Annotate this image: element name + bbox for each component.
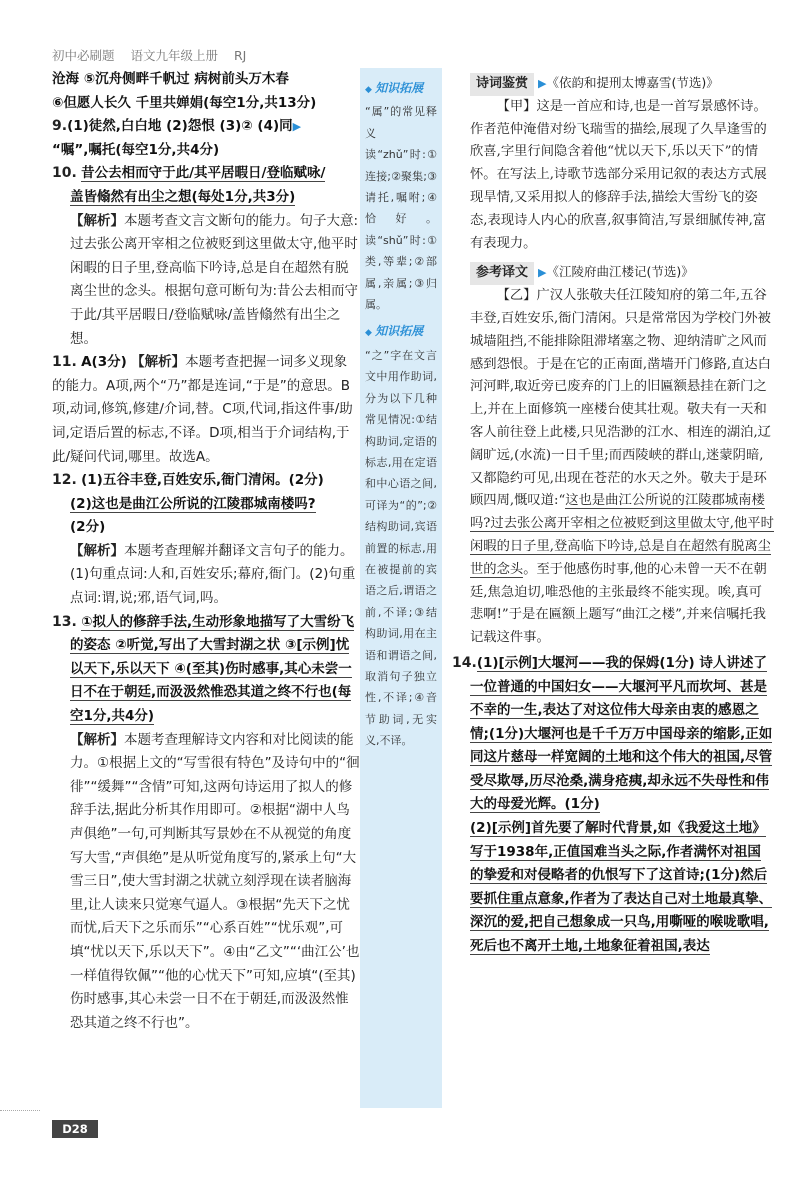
page-header [52, 46, 302, 68]
section-source: 《江陵府曲江楼记(节选)》 [546, 264, 694, 280]
analysis [52, 540, 360, 611]
question-13 [52, 611, 360, 729]
question-number: 10. [52, 165, 77, 182]
analysis-text: 本题考查理解并翻译文言句子的能力。(1)句重点词:人和,百姓安乐;幕府,衙门。(2)句重点词:谓,说;邪,语气词,吗。 [70, 542, 356, 607]
tip-title: ◆ 知识拓展 [365, 78, 437, 101]
analysis-label: 【解析】 [131, 354, 186, 371]
para-text: 。至于他感伤时事,他的心未曾一天不在朝廷,焦急迫切,唯恐他的主张最终不能实现。唉,真可悲啊!”于是在匾额上题写“曲江之楼”,并来信嘱托我记载这件事。 [470, 561, 767, 646]
question-number: 9. [52, 118, 68, 135]
question-number: 13. [52, 613, 77, 630]
subject-title: 语文九年级上册 [130, 48, 219, 63]
question-14 [452, 652, 774, 959]
right-column [452, 68, 774, 959]
analysis-text: 本题考查文言文断句的能力。句子大意:过去张公离开宰相之位被贬到这里做太守,他平时闲暇的日子里,登高临下吟诗,总是自在超然有脱离尘世的念头。根据句意可断句为:昔公去相而守于此/其平居暇日/登临赋咏/盖皆翛然有出尘之想。 [70, 212, 359, 347]
analysis-text: 本题考查理解诗文内容和对比阅读的能力。①根据上文的“写雪很有特色”及诗句中的“徊徘”“缓舞”“含情”可知,这两句诗运用了拟人的修辞手法,据此分析其作用即可。②根据“湖中人鸟声俱绝”一句,可判断其写景妙在不从视觉的角度写大雪,“声俱绝”是从听觉角度写的,紧承上句“大雪三日”,使大雪封湖之状就立刻浮现在读者脑海里,让人读来只觉寒气逼人。③根据“先天下之忧而忧,后天下之乐而乐”“心系百姓”“忧乐观”,可填“忧以天下,乐以天下”。④由“乙文”“‘曲江公’也一样值得钦佩”“他的心忧天下”可知,应填“(至其)伤时感事,其心未尝一日不在于朝廷,而汲汲然惟恐其道之终不行也”。 [70, 731, 360, 1031]
section-source: 《依韵和提刑太博嘉雪(节选)》 [546, 75, 719, 90]
para-text: 广汉人张敬夫任江陵知府的第二年,五谷丰登,百姓安乐,衙门清闲。只是常常因为学校门外被城墙阻挡,不能排除阻滞堵塞之物、迎纳清旷之风而感到怨恨。于是在它的正南面,凿墙开门修路,直达白河河畔,取近旁已废弃的门上的旧匾额悬挂在新门之上,并在上面修筑一座楼台使其壮观。敬夫有一天和客人前往登上此楼,只见浩渺的江水、相连的湖泊,辽阔旷远,(水流)一日千里;而西陵峡的群山,迷蒙阴暗,又都隐约可见,出现在苍茫的水天之外。敬夫于是环顾四周,慨叹道:“ [470, 288, 771, 509]
answer-text: (1)[示例]大堰河——我的保姆(1分) 诗人讲述了一位普通的中国妇女——大堰河平凡而坎坷、甚是不幸的一生,表达了对这位伟大母亲由衷的感恩之情;(1分)大堰河也是千千万万中国母亲的缩影,正如同这片慈母一样宽阔的土地和这个伟大的祖国,尽管受尽欺辱,历尽沧桑,满身疮痍,却永远不失母性和伟大的母爱光辉。(1分) [470, 654, 773, 813]
paragraph [470, 96, 774, 256]
answer-text: A(3分) [81, 354, 127, 371]
section-tag: 参考译文 [470, 262, 534, 285]
knowledge-sidebar [360, 68, 442, 1108]
page-number: D28 [52, 1120, 98, 1138]
answer-text: (2)[示例]首先要了解时代背景,如《我爱这土地》写于1938年,正值国难当头之际,作者满怀对祖国的挚爱和对侵略者的仇恨写下了这首诗;(1分)然后要抓住重点意象,作者为了表达自己对土地最真挚、深沉的爱,把自己想象成一只鸟,用嘶哑的喉咙歌唱,死后也不离开土地,土地象征着祖国,表达 [470, 820, 773, 955]
para-mark: 【甲】 [496, 98, 537, 114]
question-11 [52, 351, 360, 469]
analysis-label: 【解析】 [70, 731, 124, 748]
question-number: 14. [452, 654, 477, 671]
book-title: 初中必刷题 [52, 48, 115, 63]
analysis-label: 【解析】 [70, 542, 124, 559]
answer-text: (1)五谷丰登,百姓安乐,衙门清闲。(2分) [81, 472, 324, 489]
question-number: 11. [52, 354, 77, 371]
answer-line: 沧海 ⑤沉舟侧畔千帆过 病树前头万木春 [52, 71, 289, 87]
section-tag: 诗词鉴赏 [470, 73, 534, 96]
question-number: 12. [52, 472, 77, 489]
answer-text: (2)这也是曲江公所说的江陵郡城南楼吗? [70, 495, 316, 512]
section-heading [470, 261, 774, 285]
answer-text: ①拟人的修辞手法,生动形象地描写了大雪纷飞的姿态 ②听觉,写出了大雪封湖之状 ③[示例]忧以天下,乐以天下 ④(至其)伤时感事,其心未尝一日不在于朝廷,而汲汲然惟恐其道之终不行也(每空1分,共4分) [70, 613, 355, 725]
question-12 [52, 469, 360, 493]
margin-dotted-line [0, 1110, 40, 1111]
answer-text: “嘱”,嘱托(每空1分,共4分) [52, 141, 220, 158]
edition-label: RJ [234, 48, 247, 63]
analysis-text: 本题考查把握一词多义现象的能力。A项,两个“乃”都是连词,“于是”的意思。B项,动词,修筑,修建/介词,替。C项,代词,指这件事/助词,定语后置的标志,不译。D项,相当于介词结构,于此/疑问代词,哪里。故选A。 [52, 354, 353, 465]
arrow-icon: ▶ [538, 266, 547, 280]
para-text: 这是一首应和诗,也是一首写景感怀诗。作者范仲淹借对纷飞瑞雪的描绘,展现了久旱逢雪的欣喜,字里行间隐含着他“忧以天下,乐以天下”的情怀。在写法上,诗歌节选部分采用记叙的表达方式展现旱情,又采用拟人的修辞手法,描绘大雪纷飞的姿态,表现诗人内心的欣喜,叙事简洁,写景细腻传神,富有表现力。 [470, 98, 767, 251]
left-column [52, 68, 360, 1035]
question-9 [52, 115, 360, 139]
paragraph [470, 285, 774, 650]
tip-text: “属”的常见释义读“zhǔ”时:①连接;②聚集;③请托,嘱咐;④恰好。读“shǔ”时:①类,等辈;②部属,亲属;③归属。 [365, 105, 437, 312]
answer-line: ⑥但愿人长久 千里共婵娟(每空1分,共13分) [52, 94, 317, 111]
arrow-icon: ▶ [292, 120, 302, 134]
underlined-text: 这也是曲江公所说的江陵郡城南楼吗?过去张公离开宰相之位被贬到这里做太守,他平时闲暇的日子里,登高临下吟诗,总是自在超然有脱离尘世的念头 [470, 493, 774, 577]
arrow-icon: ▶ [538, 77, 547, 90]
section-heading [470, 72, 774, 96]
answer-text: 昔公去相而守于此/其平居暇日/登临赋咏/ [81, 165, 326, 182]
para-mark: 【乙】 [496, 288, 537, 304]
answer-text: (2分) [70, 519, 106, 536]
question-10 [52, 162, 360, 186]
answer-text: (1)徒然,白白地 (2)怨恨 (3)② (4)同 [67, 118, 293, 135]
tip-title: ◆ 知识拓展 [365, 321, 437, 344]
analysis-label: 【解析】 [70, 212, 124, 229]
answer-text: 盖皆翛然有出尘之想(每处1分,共3分) [70, 188, 296, 205]
analysis [52, 210, 360, 352]
tip-text: “之”字在文言文中用作助词,分为以下几种常见情况:①结构助词,定语的标志,用在定语和中心语之间,可译为“的”;②结构助词,宾语前置的标志,用在被提前的宾语之后,谓语之前,不译;③结构助词,用在主语和谓语之间,取消句子独立性,不译;④音节助词,无实义,不译。 [365, 348, 437, 748]
analysis [52, 729, 360, 1036]
